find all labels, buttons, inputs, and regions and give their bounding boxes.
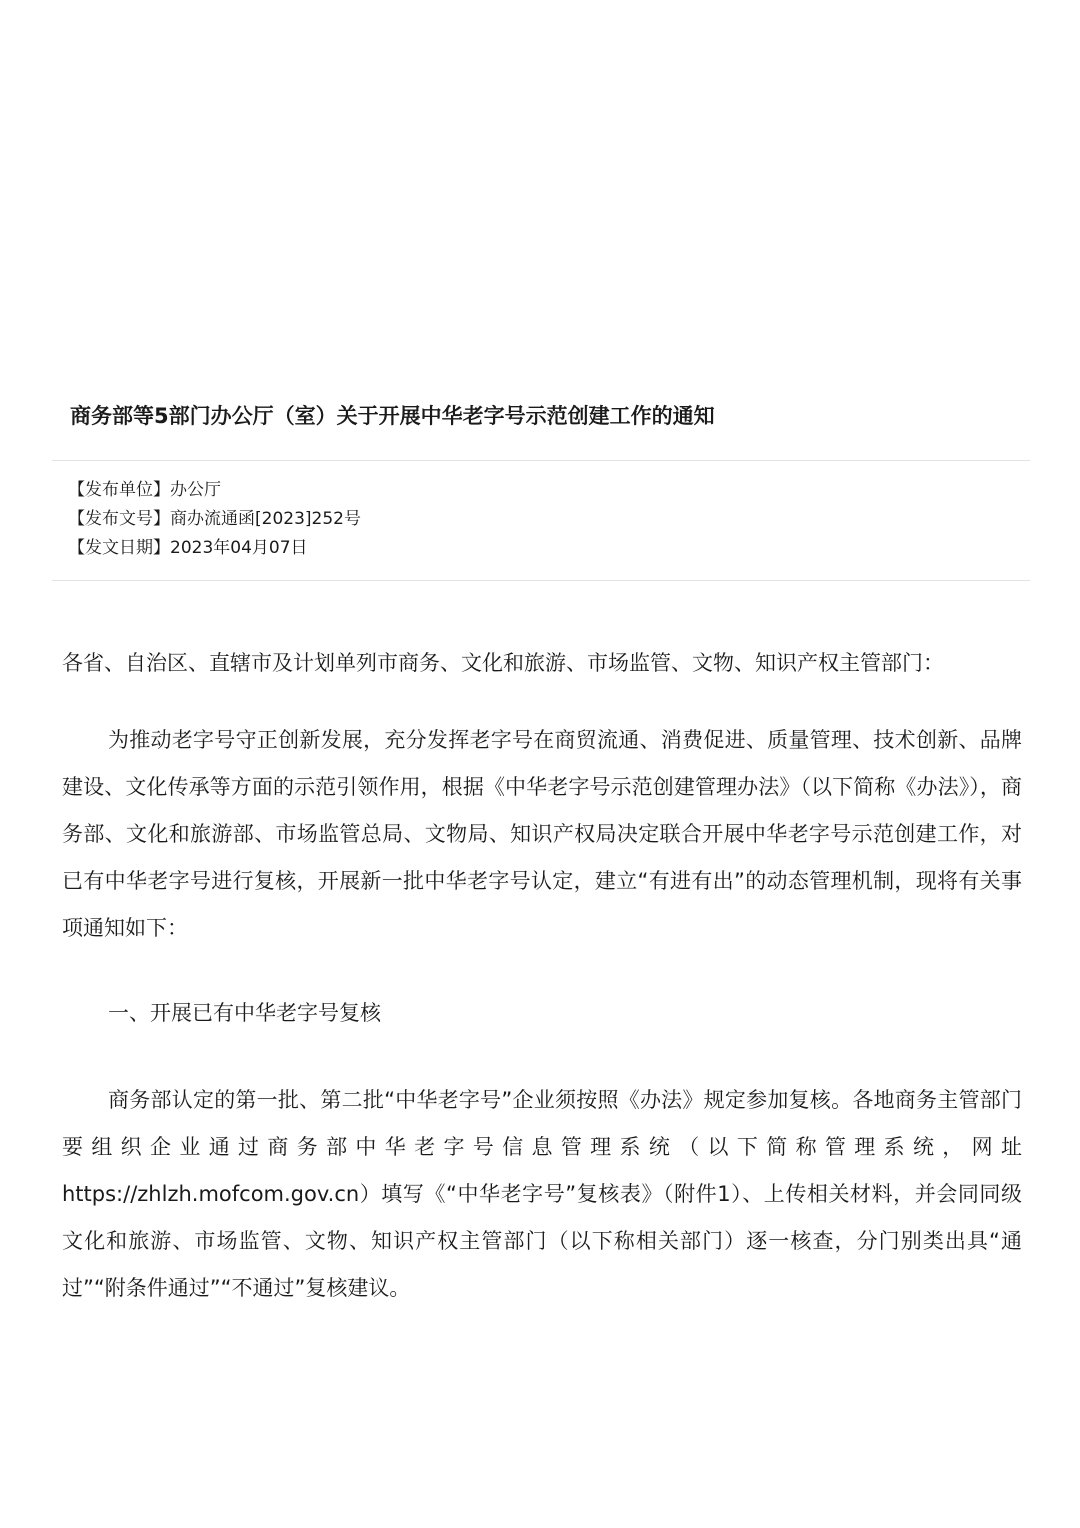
paragraph-review: 商务部认定的第一批、第二批“中华老字号”企业须按照《办法》规定参加复核。各地商务主管部门要组织企业通过商务部中华老字号信息管理系统（以下简称管理系统，网址https://zhlzh.mofcom.gov.cn）填写《“中华老字号”复核表》（附件1）、上传相关材料，并会同同级文化和旅游、市场监管、文物、知识产权主管部门（以下称相关部门）逐一核查，分门别类出具“通过”“附条件通过”“不通过”复核建议。 — [62, 1088, 1022, 1300]
meta-doc-number-value: 商办流通函[2023]252号 — [170, 509, 361, 529]
meta-doc-number-label: 【发布文号】 — [68, 509, 170, 529]
salutation: 各省、自治区、直辖市及计划单列市商务、文化和旅游、市场监管、文物、知识产权主管部门： — [62, 651, 944, 675]
meta-issue-date-value: 2023年04月07日 — [170, 538, 308, 558]
paragraph-intro: 为推动老字号守正创新发展，充分发挥老字号在商贸流通、消费促进、质量管理、技术创新、品牌建设、文化传承等方面的示范引领作用，根据《中华老字号示范创建管理办法》（以下简称《办法》），商务部、文化和旅游部、市场监管总局、文物局、知识产权局决定联合开展中华老字号示范创建工作，对已有中华老字号进行复核，开展新一批中华老字号认定，建立“有进有出”的动态管理机制，现将有关事项通知如下： — [62, 728, 1022, 940]
meta-issue-date-label: 【发文日期】 — [68, 538, 170, 558]
meta-issue-date — [68, 534, 361, 563]
document-title: 商务部等5部门办公厅（室）关于开展中华老字号示范创建工作的通知 — [70, 404, 715, 428]
divider-top — [52, 460, 1030, 461]
meta-issuer-value: 办公厅 — [170, 480, 221, 500]
document-meta — [68, 476, 361, 563]
meta-issuer-label: 【发布单位】 — [68, 480, 170, 500]
meta-doc-number — [68, 505, 361, 534]
meta-issuer — [68, 476, 361, 505]
document-body — [62, 640, 1022, 1312]
section-heading-1: 一、开展已有中华老字号复核 — [108, 1001, 381, 1025]
divider-bottom — [52, 580, 1030, 581]
